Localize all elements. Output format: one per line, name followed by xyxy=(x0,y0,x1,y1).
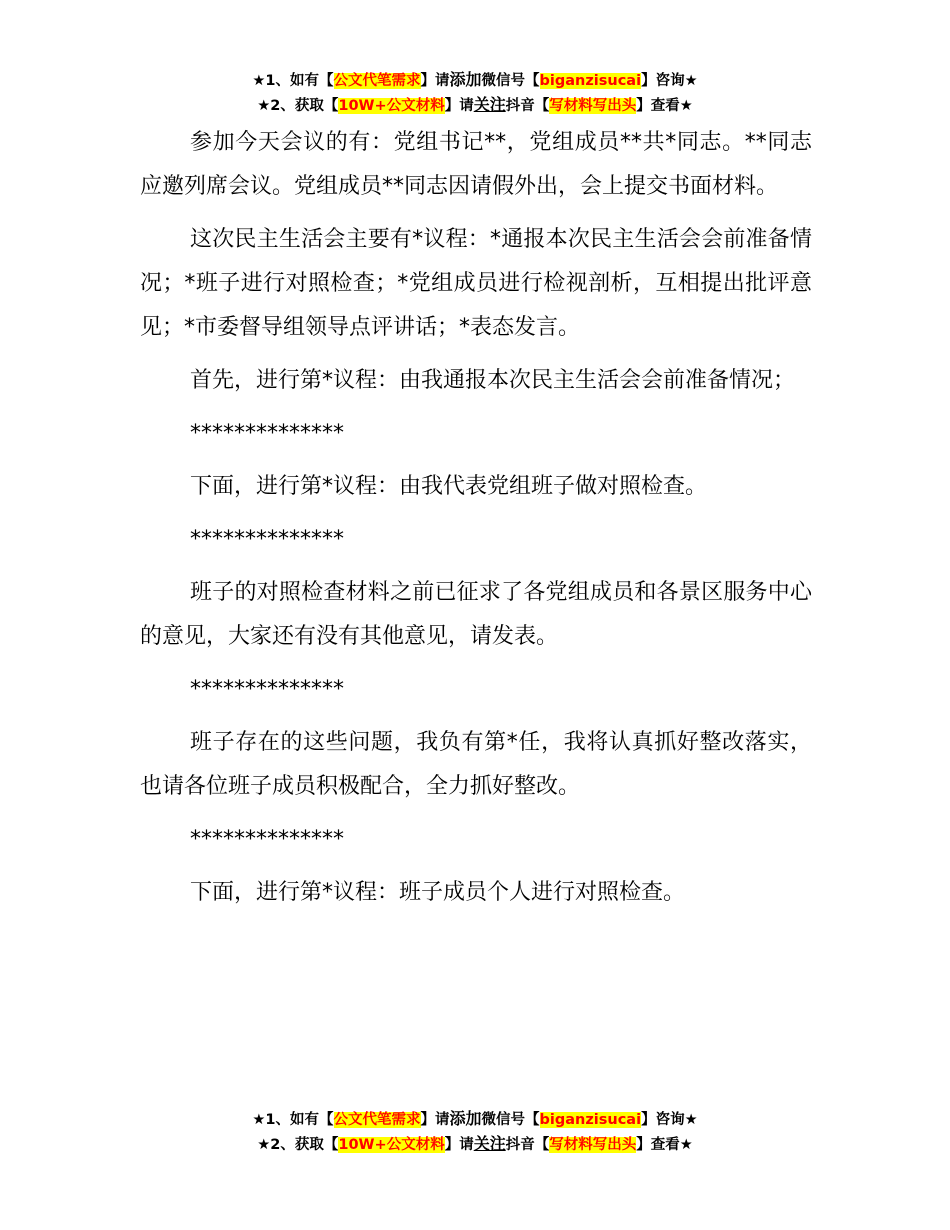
header-line-1-suffix: 】咨询★ xyxy=(641,73,698,89)
header-line-2-prefix: ★2、获取【 xyxy=(257,98,339,114)
footer-line-2 xyxy=(0,1132,950,1157)
header-line-1-prefix: ★1、如有【 xyxy=(252,73,334,89)
footer-line-1-add: 添加 xyxy=(449,1109,482,1128)
paragraph-attendees: 参加今天会议的有：党组书记**，党组成员**共*同志。**同志应邀列席会议。党组成员**同志因请假外出，会上提交书面材料。 xyxy=(140,130,812,199)
footer-line-1-wechat: 微信号【 xyxy=(481,1112,540,1128)
footer-line-1-please: 】请 xyxy=(420,1112,450,1128)
wechat-id-highlight: biganzisucai xyxy=(539,1112,642,1128)
paragraph-responsibility: 班子存在的这些问题，我负有第*任，我将认真抓好整改落实，也请各位班子成员积极配合，全力抓好整改。 xyxy=(140,730,812,799)
header-line-2 xyxy=(0,93,950,118)
placeholder-stars: ************** xyxy=(190,421,344,446)
douyin-account-highlight: 写材料写出头 xyxy=(549,1137,637,1153)
materials-highlight: 10W+公文材料 xyxy=(338,1137,445,1153)
header-line-1-add: 添加 xyxy=(449,70,482,89)
materials-highlight: 10W+公文材料 xyxy=(338,98,445,114)
footer-line-1-prefix: ★1、如有【 xyxy=(252,1112,334,1128)
document-body xyxy=(140,121,812,924)
header-line-1-please: 】请 xyxy=(420,73,450,89)
footer-line-1-suffix: 】咨询★ xyxy=(641,1112,698,1128)
header-line-2-follow: 关注 xyxy=(473,95,506,114)
paragraph-agenda-next: 下面，进行第*议程：由我代表党组班子做对照检查。 xyxy=(190,474,708,499)
ghostwriting-highlight: 公文代笔需求 xyxy=(333,1112,421,1128)
placeholder-stars: ************** xyxy=(190,827,344,852)
footer-banner xyxy=(0,1107,950,1157)
footer-line-2-suffix: 】查看★ xyxy=(636,1137,693,1153)
paragraph-agenda-first: 首先，进行第*议程：由我通报本次民主生活会会前准备情况； xyxy=(190,368,796,393)
header-line-2-suffix: 】查看★ xyxy=(636,98,693,114)
footer-line-2-douyin: 抖音【 xyxy=(505,1137,550,1153)
paragraph-individual-review: 下面，进行第*议程：班子成员个人进行对照检查。 xyxy=(190,880,686,905)
header-banner xyxy=(0,68,950,118)
footer-line-2-please: 】请 xyxy=(444,1137,474,1153)
placeholder-stars: ************** xyxy=(190,527,344,552)
footer-line-1 xyxy=(0,1107,950,1132)
header-line-2-douyin: 抖音【 xyxy=(505,98,550,114)
header-line-1 xyxy=(0,68,950,93)
header-line-2-please: 】请 xyxy=(444,98,474,114)
footer-line-2-prefix: ★2、获取【 xyxy=(257,1137,339,1153)
wechat-id-highlight: biganzisucai xyxy=(539,73,642,89)
ghostwriting-highlight: 公文代笔需求 xyxy=(333,73,421,89)
header-line-1-wechat: 微信号【 xyxy=(481,73,540,89)
placeholder-stars: ************** xyxy=(190,677,344,702)
paragraph-opinions: 班子的对照检查材料之前已征求了各党组成员和各景区服务中心的意见，大家还有没有其他意见，请发表。 xyxy=(140,580,812,649)
footer-line-2-follow: 关注 xyxy=(473,1134,506,1153)
douyin-account-highlight: 写材料写出头 xyxy=(549,98,637,114)
paragraph-agenda: 这次民主生活会主要有*议程：*通报本次民主生活会会前准备情况；*班子进行对照检查；*党组成员进行检视剖析，互相提出批评意见；*市委督导组领导点评讲话；*表态发言。 xyxy=(140,227,812,340)
